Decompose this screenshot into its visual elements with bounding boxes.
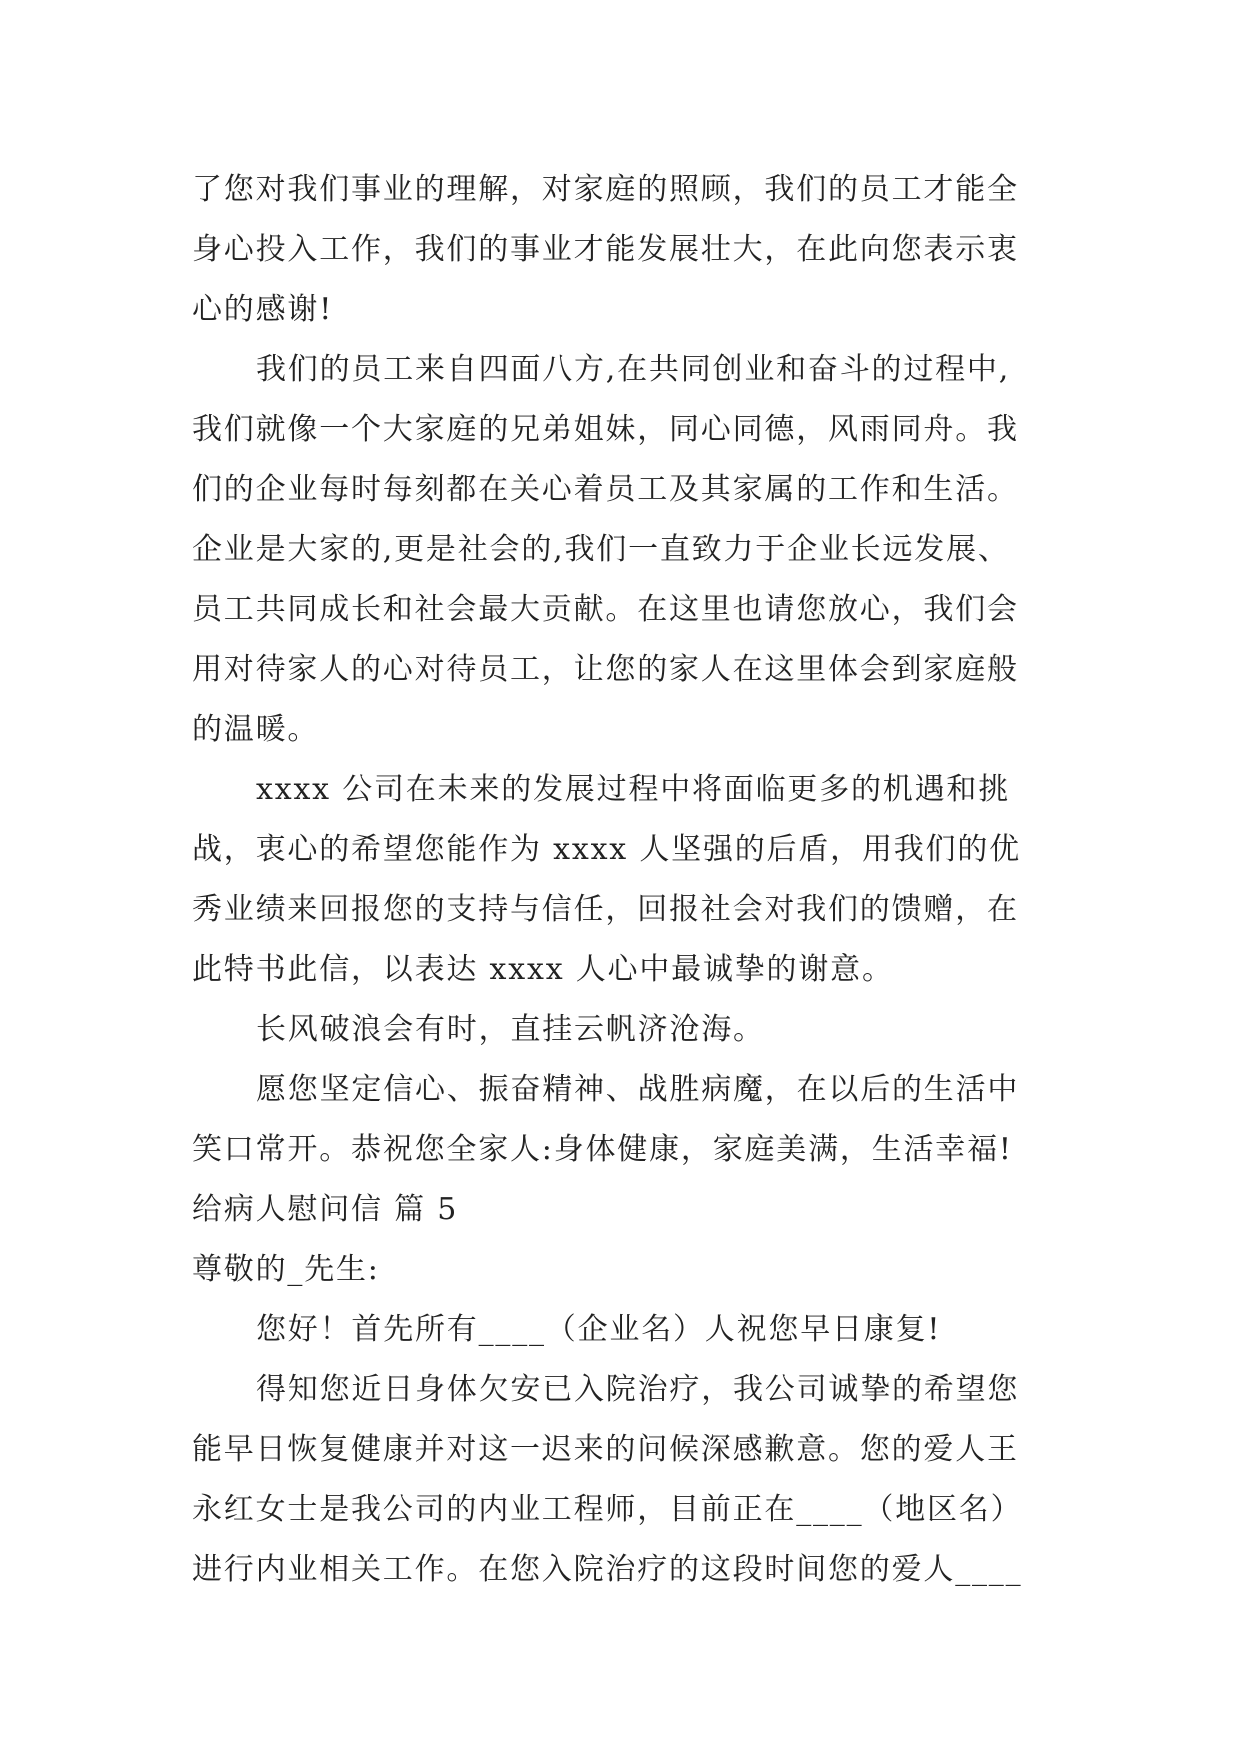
letter-body	[192, 160, 1062, 1600]
text-line: 我们的员工来自四面八方,在共同创业和奋斗的过程中,	[256, 352, 1011, 387]
text-line: 了您对我们事业的理解，对家庭的照顾，我们的员工才能全	[192, 172, 1019, 207]
text-line: 此特书此信，以表达 xxxx 人心中最诚挚的谢意。	[192, 952, 894, 987]
text-line: 笑口常开。恭祝您全家人:身体健康，家庭美满，生活幸福!	[192, 1132, 1013, 1167]
text-line: 长风破浪会有时，直挂云帆济沧海。	[256, 1012, 765, 1047]
text-line: 永红女士是我公司的内业工程师，目前正在____（地区名）	[192, 1492, 1023, 1527]
text-line: 战，衷心的希望您能作为 xxxx 人坚强的后盾，用我们的优	[192, 832, 1021, 867]
text-line: xxxx 公司在未来的发展过程中将面临更多的机遇和挑	[256, 772, 1011, 807]
text-line: 的温暖。	[192, 712, 320, 747]
text-line: 心的感谢!	[192, 292, 334, 327]
section-heading: 给病人慰问信 篇 5	[192, 1192, 459, 1227]
text-line: 用对待家人的心对待员工，让您的家人在这里体会到家庭般	[192, 652, 1019, 687]
text-line: 进行内业相关工作。在您入院治疗的这段时间您的爱人____	[192, 1552, 1023, 1587]
text-line: 能早日恢复健康并对这一迟来的问候深感歉意。您的爱人王	[192, 1432, 1019, 1467]
text-line: 秀业绩来回报您的支持与信任，回报社会对我们的馈赠，在	[192, 892, 1019, 927]
text-line: 企业是大家的,更是社会的,我们一直致力于企业长远发展、	[192, 532, 1010, 567]
text-line: 愿您坚定信心、振奋精神、战胜病魔，在以后的生活中	[256, 1072, 1020, 1107]
text-line: 您好！首先所有____（企业名）人祝您早日康复!	[256, 1312, 942, 1347]
text-line: 我们就像一个大家庭的兄弟姐妹，同心同德，风雨同舟。我	[192, 412, 1019, 447]
salutation: 尊敬的_先生:	[192, 1252, 380, 1287]
text-line: 们的企业每时每刻都在关心着员工及其家属的工作和生活。	[192, 472, 1019, 507]
text-line: 员工共同成长和社会最大贡献。在这里也请您放心，我们会	[192, 592, 1019, 627]
text-line: 得知您近日身体欠安已入院治疗，我公司诚挚的希望您	[256, 1372, 1020, 1407]
text-line: 身心投入工作，我们的事业才能发展壮大，在此向您表示衷	[192, 232, 1019, 267]
